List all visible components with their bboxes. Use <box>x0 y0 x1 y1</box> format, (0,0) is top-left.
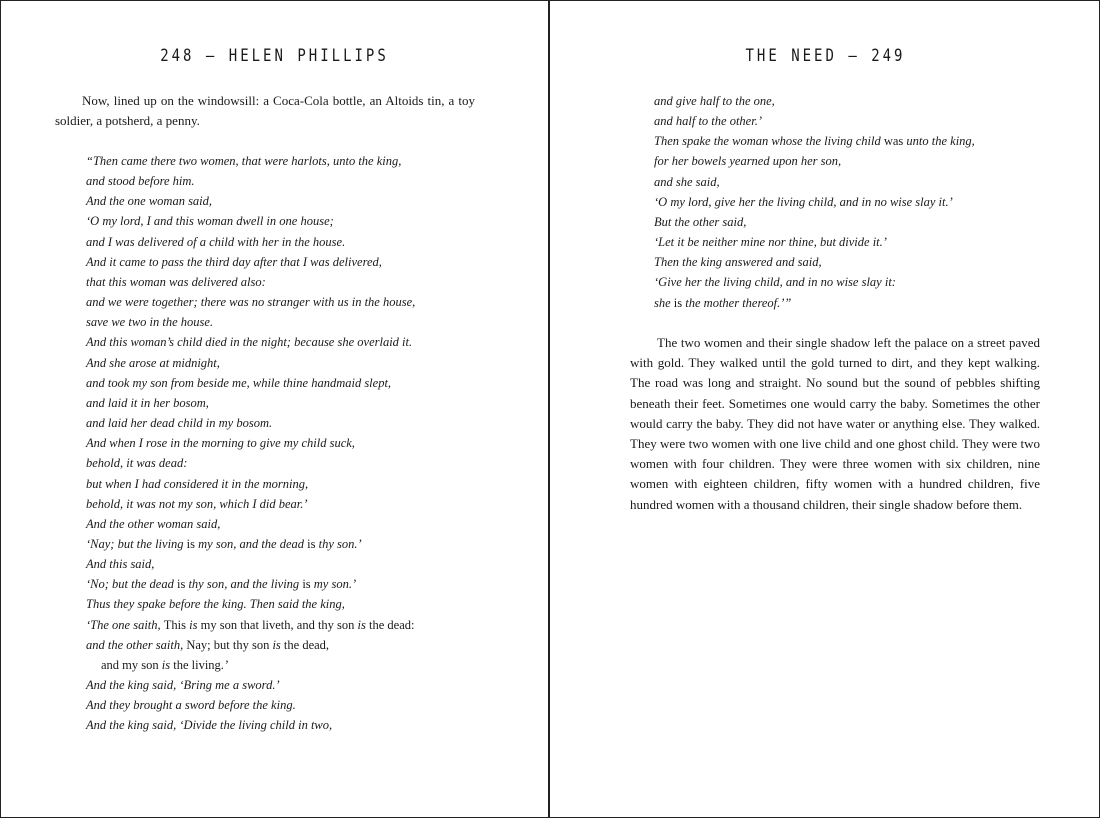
verse-text: but when I had considered it in the morning, <box>86 476 309 491</box>
verse-text: “Then came there two women, that were harlots, unto the king, <box>86 154 402 168</box>
verse-line <box>86 453 415 473</box>
verse-line <box>654 151 975 171</box>
verse-line <box>86 151 415 171</box>
verse-text: and the other saith, <box>86 637 187 652</box>
left-page <box>1 1 550 817</box>
verse-line <box>86 433 415 453</box>
verse-line <box>86 353 415 373</box>
verse-text: is <box>189 617 198 632</box>
verse-text: the living. <box>170 657 224 672</box>
verse-line <box>86 252 415 272</box>
verse-line <box>654 293 975 313</box>
verse-text: and my son <box>101 657 162 672</box>
verse-text: save we two in the house. <box>86 315 214 330</box>
verse-text: the dead, <box>280 637 330 652</box>
verse-text: And the other woman said, <box>86 516 221 531</box>
verse-text: is <box>161 657 171 672</box>
verse-text: And it came to pass the third day after that I was delivered, <box>86 254 382 269</box>
verse-line <box>654 172 975 192</box>
verse-text: she <box>654 295 674 310</box>
verse-text: and stood before him. <box>86 174 195 189</box>
verse-line <box>654 111 975 131</box>
verse-line <box>86 554 415 574</box>
verse-text: my son that liveth, and thy son <box>197 617 358 632</box>
verse-line <box>654 192 975 212</box>
verse-text: behold, it was not my son, which I did bear.’ <box>86 496 308 511</box>
verse-text: thy son, and the living <box>185 577 303 592</box>
verse-text: But the other said, <box>654 214 747 229</box>
verse-text: And the king said, ‘Bring me a sword.’ <box>86 678 280 693</box>
verse-line <box>654 232 975 252</box>
verse-block-left <box>86 151 415 736</box>
verse-line <box>86 655 415 675</box>
closing-paragraph: The two women and their single shadow left the palace on a street paved with gold. They walked until the gold turned to dirt, and they kept walking. The road was long and straight. No sound but the sound of pebbles shifting beneath their feet. Sometimes one would carry the baby. Sometimes the other would carry the baby. They did not have water or anything else. They walked. They were two women with one live child and one ghost child. They were two women with four children. They were three women with six children, nine women with eighteen children, fifty women with a hundred children, five hundred women with a thousand children, their single shadow before them. <box>630 335 1040 512</box>
verse-text: and took my son from beside me, while thine handmaid slept, <box>86 375 392 390</box>
verse-line <box>654 252 975 272</box>
verse-line <box>86 191 415 211</box>
verse-line <box>86 292 415 312</box>
verse-line <box>86 211 415 231</box>
verse-text: is <box>357 617 366 632</box>
verse-line <box>654 212 975 232</box>
verse-line <box>86 695 415 715</box>
verse-text: and give half to the one, <box>654 94 775 108</box>
verse-text: and we were together; there was no stranger with us in the house, <box>86 295 416 310</box>
verse-text: that this woman was delivered also: <box>86 274 266 289</box>
verse-line <box>654 131 975 151</box>
verse-line <box>86 232 415 252</box>
verse-line <box>86 715 415 735</box>
verse-text: and I was delivered of a child with her in the house. <box>86 234 346 249</box>
verse-text: thy son.’ <box>315 536 362 551</box>
verse-line <box>86 413 415 433</box>
running-head-right: THE NEED — 249 <box>745 46 906 66</box>
verse-text: And this woman’s child died in the night; because she overlaid it. <box>86 335 413 350</box>
verse-text: the dead: <box>365 617 415 632</box>
verse-text: Then spake the woman whose the living child <box>654 134 884 149</box>
verse-text: ‘O my lord, I and this woman dwell in one house; <box>86 214 334 229</box>
verse-line <box>86 393 415 413</box>
verse-text: unto the king, <box>903 134 975 149</box>
verse-line <box>86 635 415 655</box>
verse-text: And the one woman said, <box>86 194 213 209</box>
verse-line <box>86 675 415 695</box>
verse-block-right <box>654 91 975 313</box>
verse-text: is <box>176 577 186 592</box>
verse-text: ‘O my lord, give her the living child, and in no wise slay it.’ <box>654 194 953 209</box>
verse-text: and laid it in her bosom, <box>86 395 209 410</box>
verse-text: Nay; but thy son <box>186 637 273 652</box>
verse-line <box>86 574 415 594</box>
verse-text: And the king said, ‘Divide the living child in two, <box>86 718 333 733</box>
verse-text: is <box>673 295 683 310</box>
verse-text: And they brought a sword before the king. <box>86 698 296 713</box>
verse-text: Thus they spake before the king. Then said the king, <box>86 597 345 612</box>
verse-text: ‘Nay; but the living <box>86 536 187 551</box>
verse-text: and she said, <box>654 174 720 189</box>
verse-text: the mother thereof.’” <box>682 295 792 310</box>
running-head-left: 248 — HELEN PHILLIPS <box>160 46 389 66</box>
verse-text: Then the king answered and said, <box>654 255 822 270</box>
verse-line <box>86 534 415 554</box>
verse-line <box>86 272 415 292</box>
verse-text: is <box>307 536 316 551</box>
verse-text: and laid her dead child in my bosom. <box>86 416 273 431</box>
verse-text: ‘No; but the dead <box>86 577 177 592</box>
verse-line <box>86 615 415 635</box>
verse-text: This <box>163 617 190 632</box>
verse-line <box>86 494 415 514</box>
right-page <box>552 1 1099 817</box>
verse-line <box>86 514 415 534</box>
verse-line <box>86 373 415 393</box>
verse-text: And she arose at midnight, <box>86 355 220 370</box>
verse-line <box>654 272 975 292</box>
verse-text: ‘The one saith, <box>86 617 164 632</box>
opening-paragraph: Now, lined up on the windowsill: a Coca-Cola bottle, an Altoids tin, a toy soldier, a potsherd, a penny. <box>55 93 475 129</box>
verse-text: is <box>186 536 196 551</box>
verse-line <box>86 594 415 614</box>
verse-text: ’ <box>223 657 229 672</box>
verse-text: And when I rose in the morning to give my child suck, <box>86 436 355 451</box>
verse-line <box>86 332 415 352</box>
verse-text: for her bowels yearned upon her son, <box>654 154 842 169</box>
verse-text: behold, it was dead: <box>86 456 188 471</box>
verse-text: and half to the other.’ <box>654 114 762 129</box>
verse-text: ‘Let it be neither mine nor thine, but divide it.’ <box>654 235 887 250</box>
verse-text: my son, and the dead <box>195 536 308 551</box>
verse-text: And this said, <box>86 557 155 572</box>
verse-text: ‘Give her the living child, and in no wise slay it: <box>654 275 896 290</box>
verse-line <box>654 91 975 111</box>
verse-line <box>86 171 415 191</box>
verse-text: is <box>272 637 281 652</box>
verse-line <box>86 474 415 494</box>
verse-line <box>86 312 415 332</box>
verse-text: was <box>883 134 904 149</box>
verse-text: my son.’ <box>310 577 357 592</box>
verse-text: is <box>302 577 311 592</box>
